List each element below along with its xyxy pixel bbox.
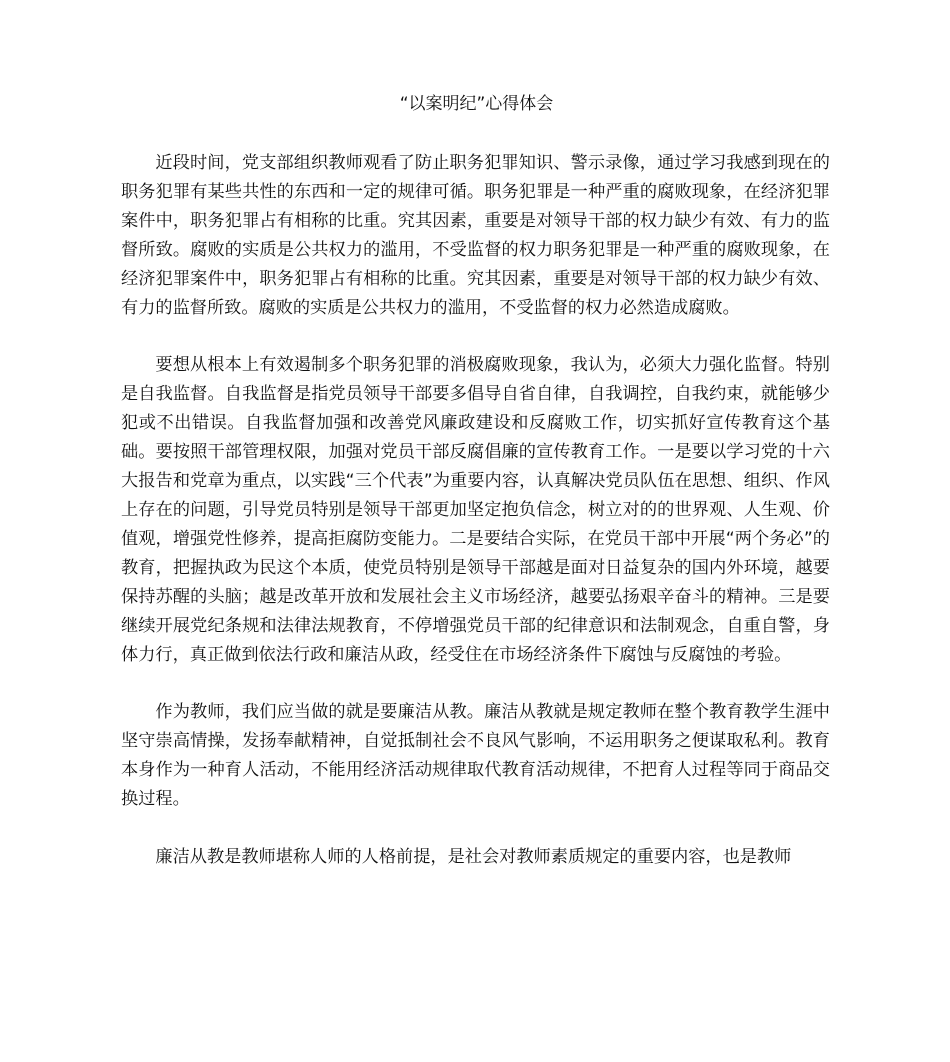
- paragraph-2: 要想从根本上有效遏制多个职务犯罪的消极腐败现象，我认为，必须大力强化监督。特别是自我监督。自我监督是指党员领导干部要多倡导自省自律，自我调控，自我约束，就能够少犯或不出错误。自我监督加强和改善党风廉政建设和反腐败工作，切实抓好宣传教育这个基础。要按照干部管理权限，加强对党员干部反腐倡廉的宣传教育工作。一是要以学习党的十六大报告和党章为重点，以实践“三个代表”为重要内容，认真解决党员队伍在思想、组织、作风上存在的问题，引导党员特别是领导干部更加坚定抱负信念，树立对的的世界观、人生观、价值观，增强党性修养，提高拒腐防变能力。二是要结合实际，在党员干部中开展“两个务必”的教育，把握执政为民这个本质，使党员特别是领导干部越是面对日益复杂的国内外环境，越要保持苏醒的头脑；越是改革开放和发展社会主义市场经济，越要弘扬艰辛奋斗的精神。三是要继续开展党纪条规和法律法规教育，不停增强党员干部的纪律意识和法制观念，自重自警，身体力行，真正做到依法行政和廉洁从政，经受住在市场经济条件下腐蚀与反腐蚀的考验。: [121, 355, 830, 665]
- document-title: “以案明纪”心得体会: [399, 94, 554, 114]
- paragraph-1: 近段时间，党支部组织教师观看了防止职务犯罪知识、警示录像，通过学习我感到现在的职务犯罪有某些共性的东西和一定的规律可循。职务犯罪是一种严重的腐败现象，在经济犯罪案件中，职务犯罪占有相称的比重。究其因素，重要是对领导干部的权力缺少有效、有力的监督所致。腐败的实质是公共权力的滥用，不受监督的权力职务犯罪是一种严重的腐败现象，在经济犯罪案件中，职务犯罪占有相称的比重。究其因素，重要是对领导干部的权力缺少有效、有力的监督所致。腐败的实质是公共权力的滥用，不受监督的权力必然造成腐败。: [121, 153, 830, 318]
- paragraph-3: 作为教师，我们应当做的就是要廉洁从教。廉洁从教就是规定教师在整个教育教学生涯中坚守崇高情操，发扬奉献精神，自觉抵制社会不良风气影响，不运用职务之便谋取私利。教育本身作为一种育人活动，不能用经济活动规律取代教育活动规律，不把育人过程等同于商品交换过程。: [121, 702, 830, 810]
- paragraph-4: 廉洁从教是教师堪称人师的人格前提，是社会对教师素质规定的重要内容，也是教师: [155, 847, 792, 868]
